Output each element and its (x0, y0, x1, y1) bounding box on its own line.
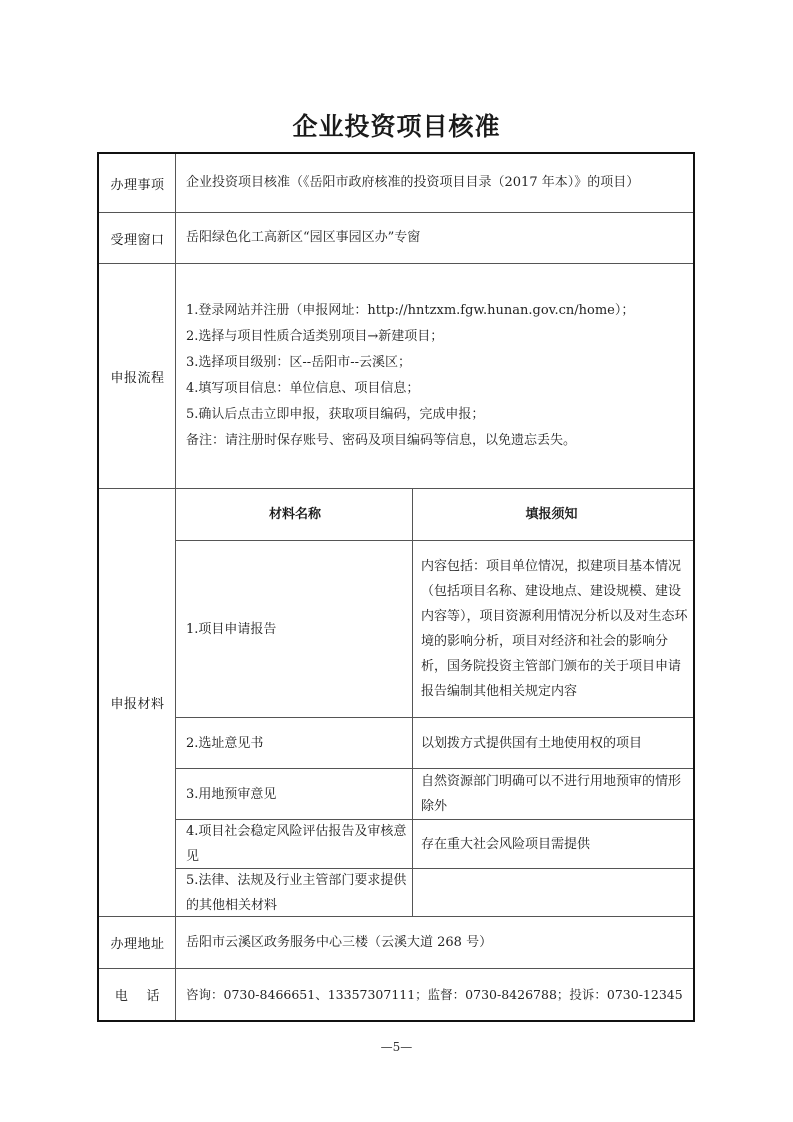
materials-header-name: 材料名称 (268, 507, 321, 522)
label-address: 办理地址 (110, 937, 165, 952)
label-process: 申报流程 (110, 370, 165, 386)
label-window: 受理窗口 (110, 232, 165, 248)
info-table (97, 152, 695, 1022)
process-note: 备注：请注册时保存账号、密码及项目编码等信息，以免遗忘丢失。 (186, 433, 577, 448)
material-name: 3.用地预审意见 (186, 786, 277, 802)
process-step: 5.确认后点击立即申报，获取项目编码，完成申报； (186, 407, 485, 422)
label-item: 办理事项 (110, 177, 165, 193)
process-step: 4.填写项目信息：单位信息、项目信息； (186, 381, 420, 396)
value-phone: 咨询：0730-8466651、13357307111；监督：0730-8426788；投诉：0730-12345 (186, 986, 683, 1002)
material-note: 内容包括：项目单位情况，拟建项目基本情况（包括项目名称、建设地点、建设规模、建设内容等），项目资源利用情况分析以及对生态环境的影响分析，项目对经济和社会的影响分析，国务院投资主管部门颁布的关于项目申请报告编制其他相关规定内容 (421, 559, 688, 699)
process-step: 2.选择与项目性质合适类别项目→新建项目； (186, 329, 444, 344)
value-window: 岳阳绿色化工高新区“园区事园区办”专窗 (186, 230, 421, 245)
material-note: 自然资源部门明确可以不进行用地预审的情形除外 (421, 774, 682, 814)
material-name: 5.法律、法规及行业主管部门要求提供的其他相关材料 (186, 872, 407, 913)
label-phone: 电 话 (114, 989, 161, 1004)
material-name: 1.项目申请报告 (186, 621, 277, 637)
material-name: 4.项目社会稳定风险评估报告及审核意见 (186, 824, 407, 864)
process-step: 1.登录网站并注册（申报网址：http://hntzxm.fgw.hunan.gov.cn/home）； (186, 303, 635, 318)
page-title: 企业投资项目核准 (292, 112, 501, 141)
materials-header-note: 填报须知 (525, 507, 578, 522)
material-note (414, 869, 693, 916)
label-materials: 申报材料 (110, 697, 165, 712)
material-note: 以划拨方式提供国有土地使用权的项目 (421, 735, 643, 751)
value-address: 岳阳市云溪区政务服务中心三楼（云溪大道 268 号） (186, 934, 493, 950)
material-note: 存在重大社会风险项目需提供 (421, 836, 591, 852)
material-name: 2.选址意见书 (186, 735, 264, 751)
process-step: 3.选择项目级别：区--岳阳市--云溪区； (186, 355, 411, 370)
process-steps (177, 264, 693, 488)
value-item: 企业投资项目核准（《岳阳市政府核准的投资项目目录（2017 年本）》的项目） (186, 175, 640, 190)
page-number: —5— (380, 1040, 413, 1054)
